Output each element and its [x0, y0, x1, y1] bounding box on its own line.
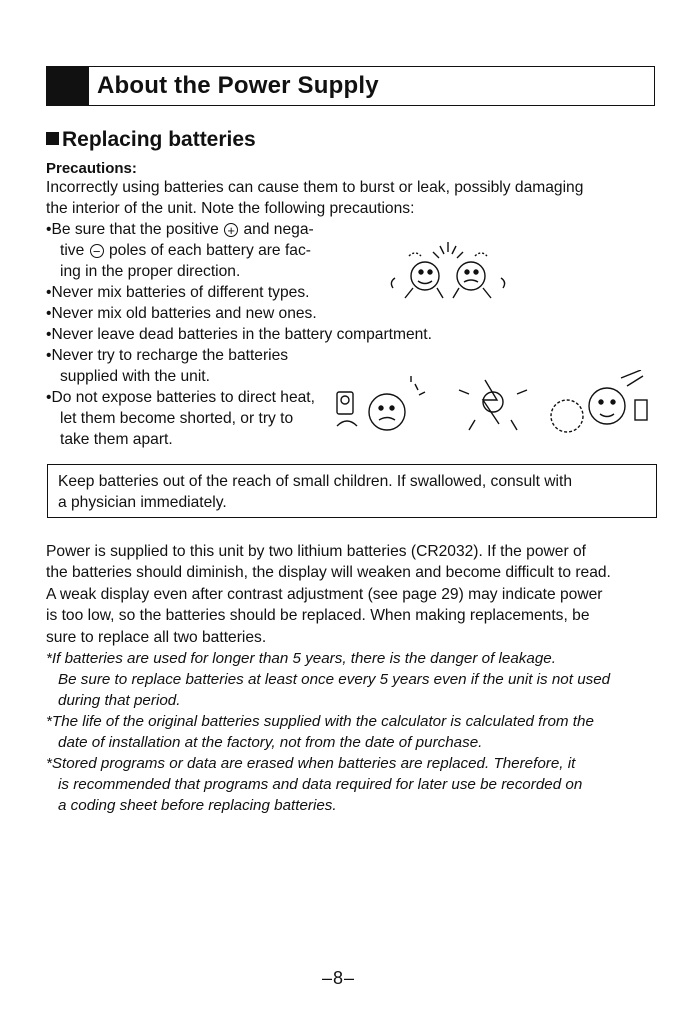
bullet-1-text-b: and nega-	[243, 221, 314, 238]
body-line-5: sure to replace all two batteries.	[46, 628, 267, 646]
heater-icon	[337, 392, 353, 414]
bullet-1-text-c: tive	[60, 242, 85, 259]
title-black-block	[47, 67, 89, 105]
precautions-label: Precautions:	[46, 160, 137, 177]
bullet-polarity-line-1	[46, 220, 314, 241]
bullet-heat-line-3: take them apart.	[60, 431, 173, 448]
note-battery-life	[46, 711, 660, 753]
warning-line-2: a physician immediately.	[58, 494, 227, 511]
spark-icon	[483, 380, 499, 424]
left-battery-face-icon	[411, 262, 439, 290]
square-bullet-icon	[46, 132, 59, 145]
body-line-4: is too low, so the batteries should be replaced. When making replacements, be	[46, 607, 590, 625]
power-supply-paragraph	[46, 541, 658, 648]
body-line-1: Power is supplied to this unit by two lithium batteries (CR2032). If the power of	[46, 543, 586, 560]
negative-pole-icon: −	[90, 244, 104, 258]
note-1-line-2: Be sure to replace batteries at least once every 5 years even if the unit is not used	[58, 671, 611, 688]
page-title-box	[46, 66, 655, 106]
bullet-1-text-d: poles of each battery are fac-	[108, 242, 311, 259]
positive-pole-icon: +	[224, 223, 238, 237]
note-3-line-2: is recommended that programs and data required for later use be recorded on	[58, 776, 583, 793]
bullet-polarity-line-3: ing in the proper direction.	[60, 263, 241, 280]
bullet-heat-line-1: •Do not expose batteries to direct heat,	[46, 389, 315, 406]
intro-line-1: Incorrectly using batteries can cause them to burst or leak, possibly damaging	[46, 179, 584, 196]
child-safety-warning-box	[47, 464, 657, 518]
bullet-recharge-line-1: •Never try to recharge the batteries	[46, 347, 289, 364]
note-3-line-3: a coding sheet before replacing batteries.	[58, 797, 337, 814]
body-line-2: the batteries should diminish, the display will weaken and become difficult to read.	[46, 564, 611, 582]
note-2-line-2: date of installation at the factory, not from the date of purchase.	[58, 734, 483, 751]
intro-line-2: the interior of the unit. Note the following precautions:	[46, 199, 415, 217]
body-line-3: A weak display even after contrast adjustment (see page 29) may indicate power	[46, 585, 603, 603]
bullet-dead-batteries: •Never leave dead batteries in the battery compartment.	[46, 326, 432, 343]
disassembled-battery-icon	[551, 400, 583, 432]
bullet-1-text-a: •Be sure that the positive	[46, 221, 219, 238]
page-number: –8–	[322, 968, 356, 988]
bullet-mix-types: •Never mix batteries of different types.	[46, 284, 310, 301]
right-battery-face-icon	[457, 262, 485, 290]
worried-battery-face-icon	[589, 388, 625, 424]
note-stored-programs	[46, 753, 660, 816]
warning-text	[58, 471, 648, 513]
note-2-line-1: *The life of the original batteries supplied with the calculator is calculated from the	[46, 713, 594, 730]
note-1-line-1: *If batteries are used for longer than 5 years, there is the danger of leakage.	[46, 650, 556, 667]
hot-battery-face-icon	[369, 394, 405, 430]
battery-hazard-illustrations	[335, 370, 655, 440]
note-3-line-1: *Stored programs or data are erased when batteries are replaced. Therefore, it	[46, 755, 576, 772]
section-heading	[46, 128, 256, 152]
battery-clash-illustration	[385, 238, 510, 302]
page-title: About the Power Supply	[97, 72, 379, 99]
bullet-mix-old-new: •Never mix old batteries and new ones.	[46, 305, 317, 322]
bullet-recharge-line-2: supplied with the unit.	[60, 368, 210, 385]
bullet-heat-line-2: let them become shorted, or try to	[60, 410, 294, 427]
note-leakage	[46, 648, 660, 711]
section-title: Replacing batteries	[62, 128, 256, 151]
bullet-polarity-line-2	[60, 241, 311, 262]
note-1-line-3: during that period.	[58, 692, 181, 709]
warning-line-1: Keep batteries out of the reach of small children. If swallowed, consult with	[58, 473, 572, 490]
precautions-intro	[46, 178, 661, 220]
